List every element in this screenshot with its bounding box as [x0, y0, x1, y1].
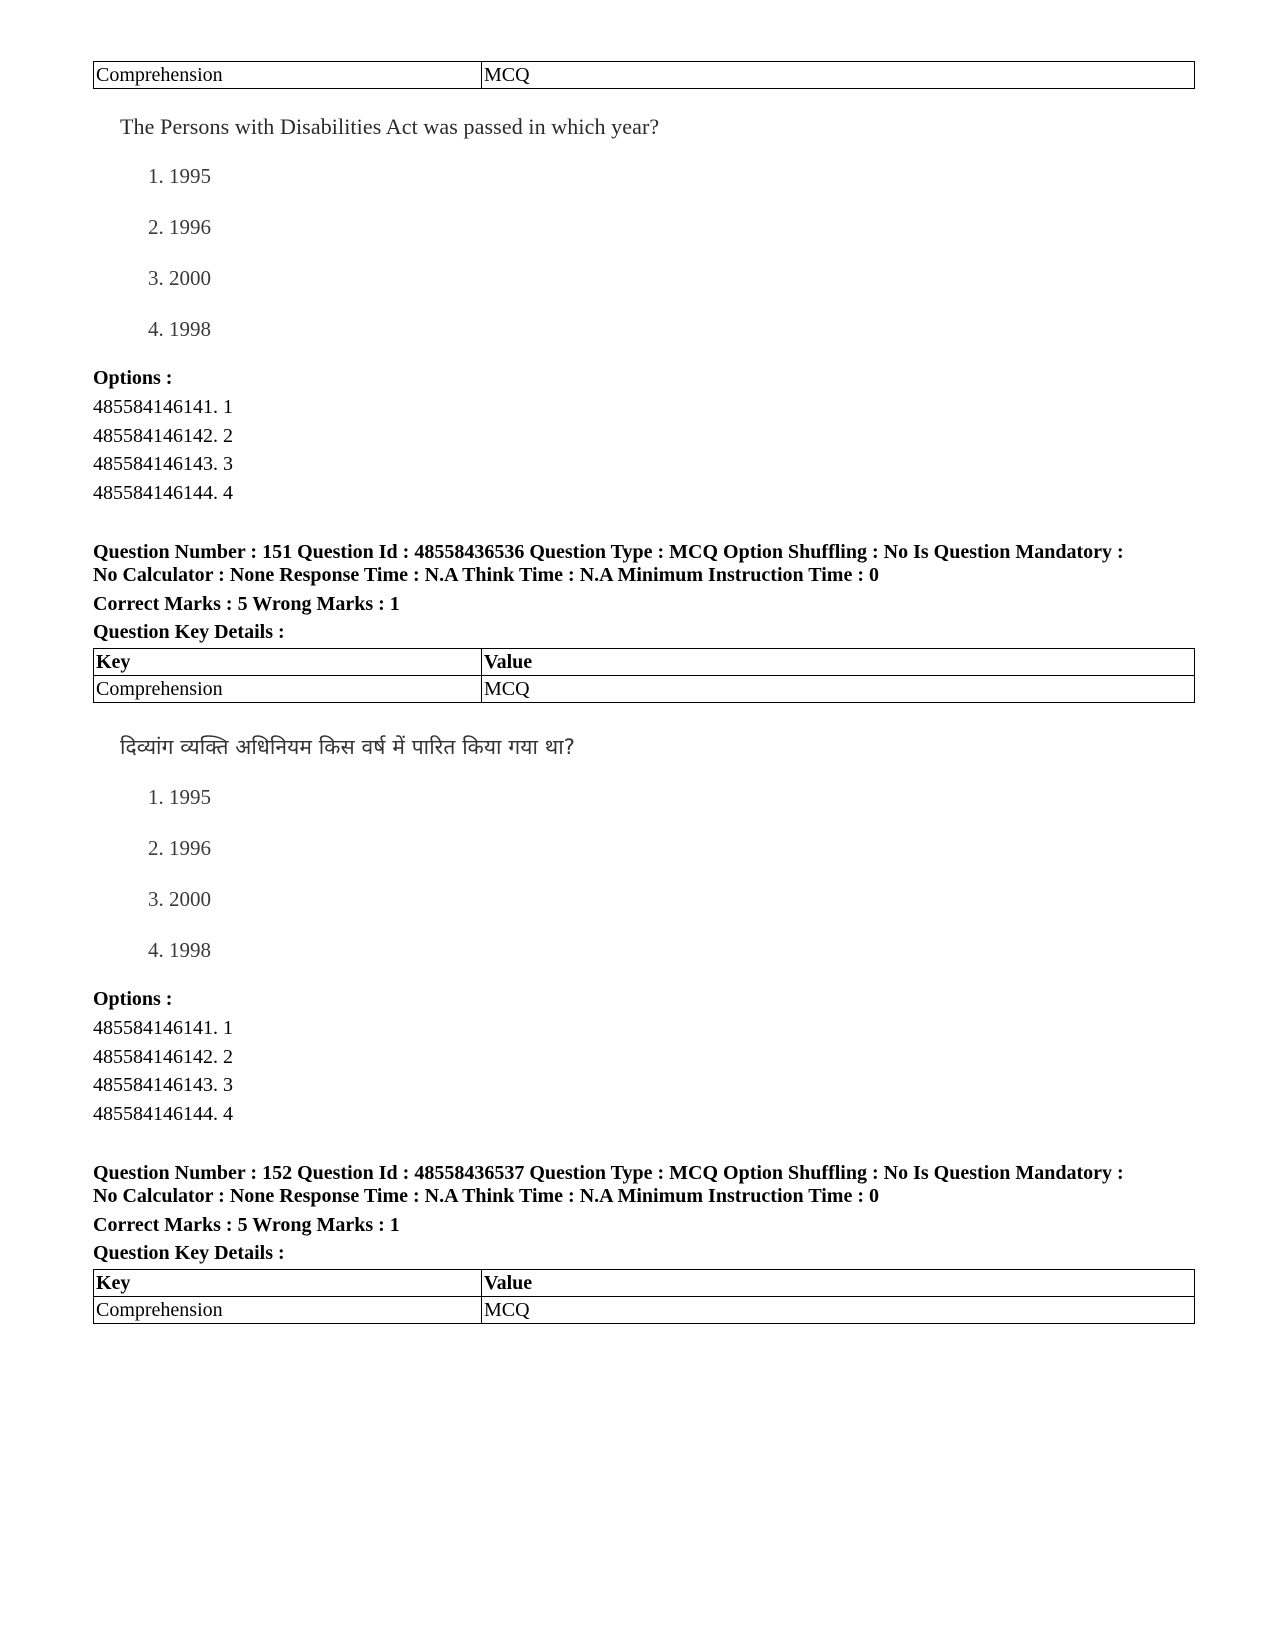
question-choice: 3. 2000	[148, 266, 211, 290]
option-item: 485584146144. 4	[93, 481, 233, 504]
key-details-label: Question Key Details :	[93, 621, 285, 643]
question-choice: 4. 1998	[148, 317, 211, 341]
options-list	[93, 393, 1195, 507]
value-cell: MCQ	[482, 62, 1195, 89]
table-header-row	[94, 1270, 1195, 1297]
column-header: Key	[94, 649, 482, 676]
option-item: 485584146141. 1	[93, 1017, 233, 1039]
question-text: The Persons with Disabilities Act was passed in which year?	[120, 114, 660, 139]
question-text: दिव्यांग व्यक्ति अधिनियम किस वर्ष में पारित किया गया था?	[120, 735, 575, 759]
key-cell: Comprehension	[94, 676, 482, 703]
option-item: 485584146141. 1	[93, 396, 233, 418]
question-choice: 3. 2000	[148, 887, 211, 911]
question-choice: 4. 1998	[148, 938, 211, 962]
document-page	[93, 61, 1195, 1324]
key-details-label: Question Key Details :	[93, 1242, 285, 1264]
option-item: 485584146143. 3	[93, 1074, 233, 1096]
column-header: Value	[482, 1270, 1195, 1297]
marks-line: Correct Marks : 5 Wrong Marks : 1	[93, 593, 400, 615]
question-key-table	[93, 61, 1195, 89]
question-meta-line: Question Number : 152 Question Id : 48558436537 Question Type : MCQ Option Shuffling : No Is Question Mandatory :	[93, 1162, 1124, 1184]
table-row	[94, 1297, 1195, 1324]
options-label: Options :	[93, 367, 173, 389]
question-meta-line: Question Number : 151 Question Id : 48558436536 Question Type : MCQ Option Shuffling : No Is Question Mandatory :	[93, 541, 1124, 563]
table-row	[94, 676, 1195, 703]
options-label: Options :	[93, 988, 173, 1010]
question-choice: 1. 1995	[148, 164, 211, 188]
question-meta	[93, 541, 1195, 587]
table-row	[94, 62, 1195, 89]
column-header: Key	[94, 1270, 482, 1297]
marks-line: Correct Marks : 5 Wrong Marks : 1	[93, 1214, 400, 1236]
question-choice: 2. 1996	[148, 215, 211, 239]
key-cell: Comprehension	[94, 1297, 482, 1324]
option-item: 485584146142. 2	[93, 424, 233, 447]
question-meta-line: No Calculator : None Response Time : N.A Think Time : N.A Minimum Instruction Time : 0	[93, 564, 879, 586]
question-choice: 1. 1995	[148, 785, 211, 809]
options-list	[93, 1014, 1195, 1128]
question-key-table	[93, 1269, 1195, 1324]
table-header-row	[94, 649, 1195, 676]
key-cell: Comprehension	[94, 62, 482, 89]
question-meta-line: No Calculator : None Response Time : N.A Think Time : N.A Minimum Instruction Time : 0	[93, 1185, 879, 1207]
question-image	[93, 733, 1195, 963]
option-item: 485584146142. 2	[93, 1045, 233, 1068]
question-image	[93, 114, 1195, 342]
value-cell: MCQ	[482, 676, 1195, 703]
column-header: Value	[482, 649, 1195, 676]
option-item: 485584146143. 3	[93, 453, 233, 475]
question-meta	[93, 1162, 1195, 1208]
question-choice: 2. 1996	[148, 836, 211, 860]
option-item: 485584146144. 4	[93, 1102, 233, 1125]
value-cell: MCQ	[482, 1297, 1195, 1324]
question-key-table	[93, 648, 1195, 703]
